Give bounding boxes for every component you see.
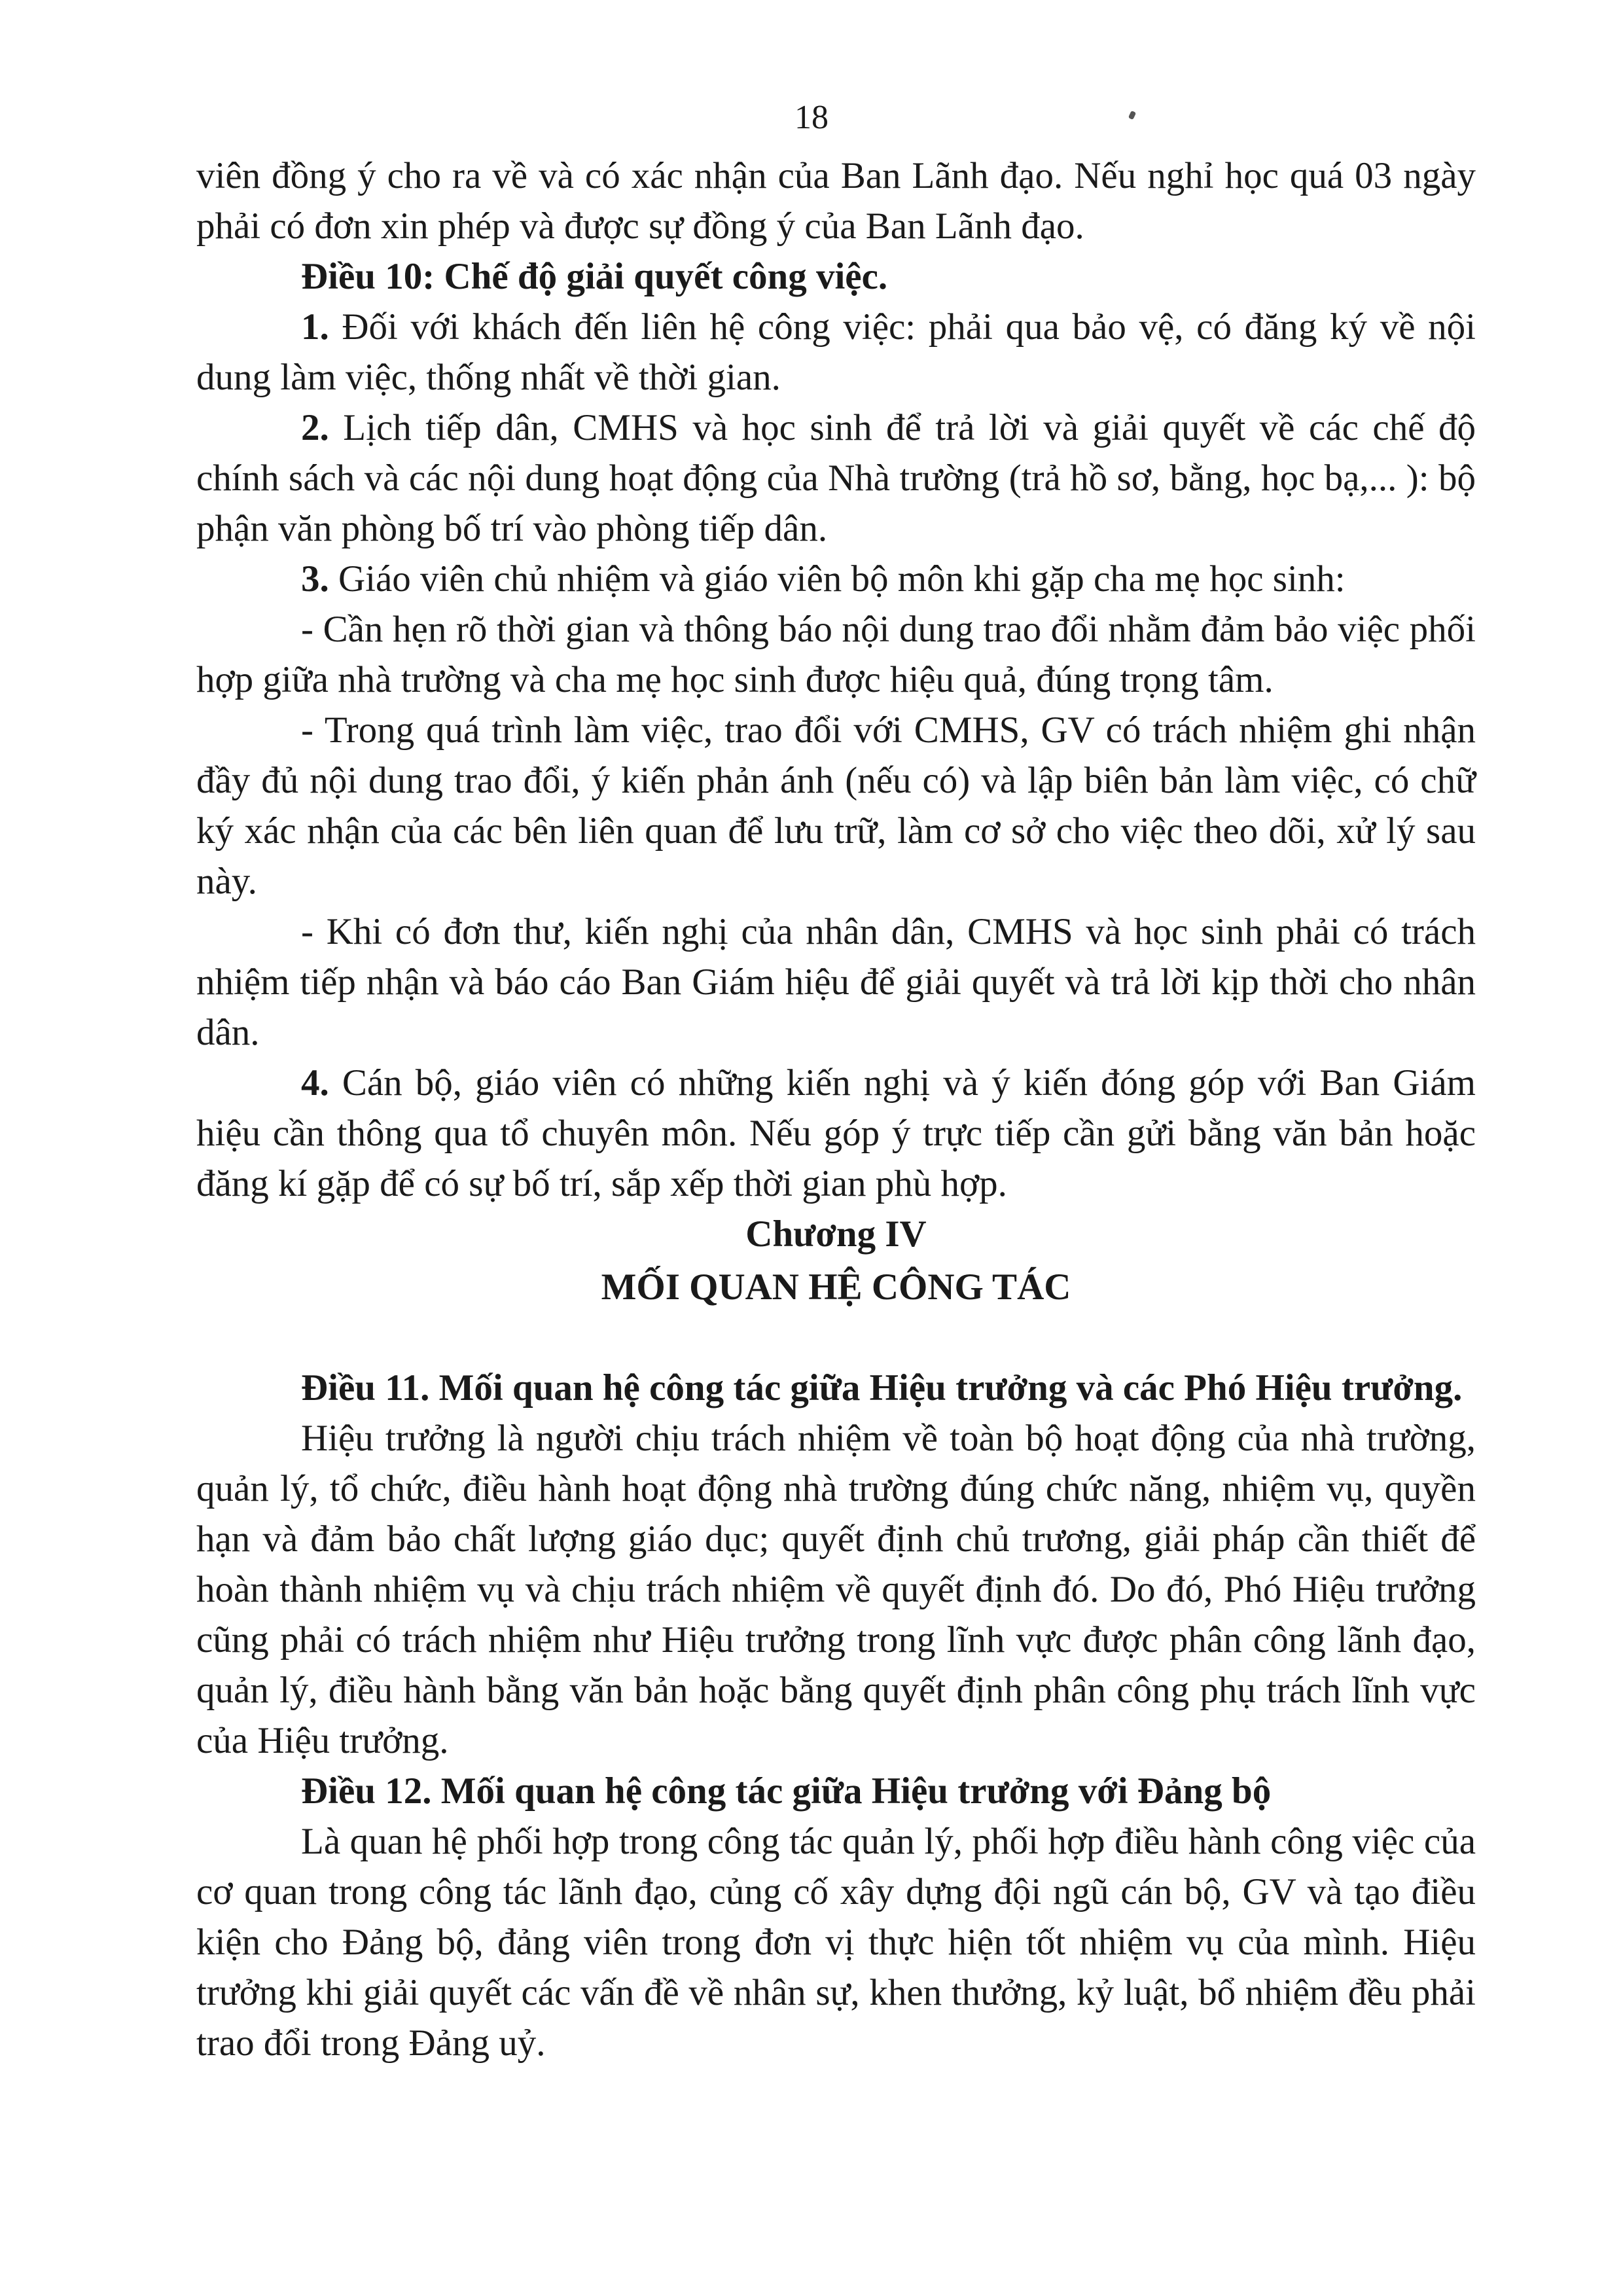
article-11-heading: Điều 11. Mối quan hệ công tác giữa Hiệu trưởng và các Phó Hiệu trưởng. (301, 1367, 1463, 1408)
item-text: Lịch tiếp dân, CMHS và học sinh để trả lời và giải quyết về các chế độ chính sách và các nội dung hoạt động của Nhà trường (trả hồ sơ, bằng, học bạ,... ): bộ phận văn phòng bố trí vào phòng tiếp dân. (196, 407, 1476, 549)
chapter-label: Chương IV (745, 1213, 927, 1255)
article-10-item-3 (196, 554, 1476, 604)
item-number: 1. (301, 306, 329, 348)
page-number: 18 (794, 99, 829, 136)
item-number: 3. (301, 558, 329, 600)
item-number: 2. (301, 407, 329, 448)
item-text: Giáo viên chủ nhiệm và giáo viên bộ môn khi gặp cha mẹ học sinh: (329, 558, 1346, 600)
document-body (196, 151, 1476, 2068)
item-text: Cán bộ, giáo viên có những kiến nghị và ý kiến đóng góp với Ban Giám hiệu cần thông qua tổ chuyên môn. Nếu góp ý trực tiếp cần gửi bằng văn bản hoặc đăng kí gặp để có sự bố trí, sắp xếp thời gian phù hợp. (196, 1062, 1476, 1204)
article-10-item-4 (196, 1058, 1476, 1209)
article-12-heading: Điều 12. Mối quan hệ công tác giữa Hiệu trưởng với Đảng bộ (301, 1770, 1272, 1812)
chapter-title: MỐI QUAN HỆ CÔNG TÁC (601, 1266, 1071, 1308)
article-10-item-1 (196, 302, 1476, 403)
item-3-bullet-2: - Trong quá trình làm việc, trao đổi với CMHS, GV có trách nhiệm ghi nhận đầy đủ nội dung trao đổi, ý kiến phản ánh (nếu có) và lập biên bản làm việc, có chữ ký xác nhận của các bên liên quan để lưu trữ, làm cơ sở cho việc theo dõi, xử lý sau này. (196, 709, 1476, 902)
item-3-bullet-3: - Khi có đơn thư, kiến nghị của nhân dân, CMHS và học sinh phải có trách nhiệm tiếp nhận và báo cáo Ban Giám hiệu để giải quyết và trả lời kịp thời cho nhân dân. (196, 911, 1476, 1053)
scan-speck (1128, 111, 1136, 120)
item-number: 4. (301, 1062, 329, 1103)
item-text: Đối với khách đến liên hệ công việc: phải qua bảo vệ, có đăng ký về nội dung làm việc, thống nhất về thời gian. (196, 306, 1476, 398)
article-11-text: Hiệu trưởng là người chịu trách nhiệm về toàn bộ hoạt động của nhà trường, quản lý, tổ chức, điều hành hoạt động nhà trường đúng chức năng, nhiệm vụ, quyền hạn và đảm bảo chất lượng giáo dục; quyết định chủ trương, giải pháp cần thiết để hoàn thành nhiệm vụ và chịu trách nhiệm về quyết định đó. Do đó, Phó Hiệu trưởng cũng phải có trách nhiệm như Hiệu trưởng trong lĩnh vực được phân công lãnh đạo, quản lý, điều hành bằng văn bản hoặc bằng quyết định phân công phụ trách lĩnh vực của Hiệu trưởng. (196, 1418, 1476, 1761)
article-10-item-2 (196, 403, 1476, 554)
paragraph-continuation: viên đồng ý cho ra về và có xác nhận của Ban Lãnh đạo. Nếu nghỉ học quá 03 ngày phải có đơn xin phép và được sự đồng ý của Ban Lãnh đạo. (196, 155, 1476, 247)
article-10-heading: Điều 10: Chế độ giải quyết công việc. (301, 256, 888, 297)
article-12-text: Là quan hệ phối hợp trong công tác quản lý, phối hợp điều hành công việc của cơ quan trong công tác lãnh đạo, củng cố xây dựng đội ngũ cán bộ, GV và tạo điều kiện cho Đảng bộ, đảng viên trong đơn vị thực hiện tốt nhiệm vụ của mình. Hiệu trưởng khi giải quyết các vấn đề về nhân sự, khen thưởng, kỷ luật, bổ nhiệm đều phải trao đổi trong Đảng uỷ. (196, 1821, 1476, 2064)
item-3-bullet-1: - Cần hẹn rõ thời gian và thông báo nội dung trao đổi nhằm đảm bảo việc phối hợp giữa nhà trường và cha mẹ học sinh được hiệu quả, đúng trọng tâm. (196, 609, 1476, 700)
